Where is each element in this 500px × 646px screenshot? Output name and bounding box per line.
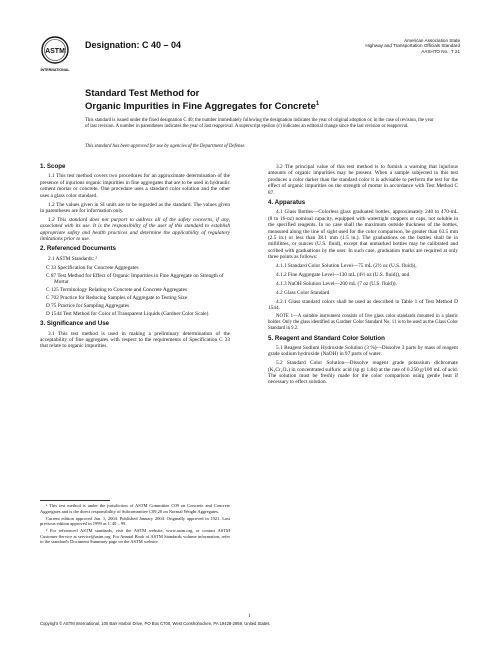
aashto-block (365, 38, 460, 54)
paragraph-1-1: 1.1 This test method covers two procedures for an approximate determination of the presence of injurious organic impurities in fine aggregates that are to be used in hydraulic cement mortar or concrete. One procedure uses a standard color solution and the other uses a glass color standard. (40, 173, 230, 199)
paragraph-4-2-1: 4.2.1 Glass standard colors shall be used as described in Table 1 of Test Method D 1544. (268, 298, 458, 312)
paragraph-2-1: 2.1 ASTM Standards: ² (48, 255, 97, 262)
left-column (40, 164, 230, 352)
paragraph-4-1-1: 4.1.1 Standard Color Solution Level—75 mL (2½ oz (U.S. fluid)), (276, 263, 417, 270)
reference-item: D 1544 Test Method for Color of Transparent Liquids (Gardner Color Scale) (46, 310, 209, 317)
paragraph-4-1-3: 4.1.3 NaOH Solution Level—200 mL (7 oz (U.S. fluid)). (276, 281, 397, 287)
note-1: NOTE 1—A suitable instrument consists of five glass color standards mounted in a plastic holder. Only the glass identified as Gardner Color Standard No. 11 is to be used as the Glass Color Standard in 9.2. (268, 314, 458, 331)
assoc-line-2: Highway and Transportation Officials Standard (365, 43, 460, 49)
paragraph-4-1-2: 4.1.2 Fine Aggregate Level—130 mL (4½ oz (U.S. fluid)), and (276, 272, 410, 279)
section-heading-significance: 3. Significance and Use (40, 320, 110, 328)
reference-item: C 87 Test Method for Effect of Organic Impurities in Fine Aggregate on Strength of Mortar (46, 272, 224, 286)
title-line-1: Standard Test Method for (85, 88, 200, 99)
copyright-line: Copyright © ASTM International, 100 Barr Harbor Drive, PO Box C700, West Conshohocken, PA 19428-2959, United States. (40, 621, 271, 626)
right-column (268, 164, 458, 388)
footnote: Current edition approved Jan. 1, 2004. Published January 2004. Originally approved in 1921. Last previous edition approved in 1999 as C 40 – 99. (40, 515, 230, 526)
page-number: 1 (248, 614, 251, 619)
paragraph-5-2: 5.2 Standard Color Solution—Dissolve reagent grade potassium dichromate (K₂Cr₂O₇) in concentrated sulfuric acid (sp gr 1.84) at the rate of 0.250 g/100 mL of acid. The solution must be freshly made for the color comparison using gentle heat if necessary to effect solution. (268, 360, 458, 386)
title-line-2-wrap (85, 99, 445, 112)
section-heading-referenced-documents: 2. Referenced Documents (40, 245, 116, 253)
section-heading-apparatus: 4. Apparatus (268, 199, 306, 207)
reference-item: C 702 Practice for Reducing Samples of Aggregate to Testing Size (46, 294, 188, 301)
paragraph-3-1: 3.1 This test method is used in making a preliminary determination of the acceptability of fine aggregates with respect to the requirements of Specification C 33 that relate to organic impurities. (40, 330, 230, 350)
paragraph-4-2: 4.2 Glass Color Standard (276, 289, 330, 296)
paragraph-4-1: 4.1 Glass Bottles—Colorless glass graduated bottles, approximately 240 to 470-mL (8 to 16-oz) nominal capacity, equipped with watertight stoppers or caps, not soluble in the specified reagents. In no case shall the maximum outside thickness of the bottles, measured along the line of sight used for the color comparison, be greater than 63.5 mm (2.5 in.) or less than 38.1 mm (1.5 in.). The graduations on the bottles shall be in millilitres, or ounces (U.S. fluid), except that unmarked bottles may be calibrated and scribed with graduations by the user. In such case, graduation marks are required at only three points as follows: (268, 209, 458, 261)
title-footnote-marker: 1 (315, 101, 320, 107)
assoc-line-1: American Association State (404, 38, 460, 43)
paragraph-1-2: 1.2 The values given in SI units are to be regarded as the standard. The values given in parentheses are for information only. (40, 201, 230, 214)
reference-item: C 125 Terminology Relating to Concrete and Concrete Aggregates (46, 287, 188, 293)
reference-item: C 33 Specification for Concrete Aggregates (46, 264, 139, 271)
logo-caption: INTERNATIONAL (40, 68, 70, 72)
assoc-line-3: AASHTO No.: T 21 (421, 48, 460, 54)
paragraph-5-1: 5.1 Reagent Sodium Hydroxide Solution (3 %)—Dissolve 3 parts by mass of reagent grade sodium hydroxide (NaOH) in 97 parts of water. (268, 344, 458, 358)
paragraph-3-2: 3.2 The principal value of this test method is to furnish a warning that injurious amounts of organic impurities may be present. When a sample subjected to this test produces a color darker than the standard color it is advisable to perform the test for the effect of organic impurities on the strength of mortar in accordance with Test Method C 87. (268, 164, 458, 196)
footnote-divider (40, 500, 110, 501)
dod-approval: This standard has been approved for use by agencies of the Department of Defense. (85, 144, 246, 149)
title-line-2: Organic Impurities in Fine Aggregates for Concrete (85, 101, 316, 113)
reference-item: D 75 Practice for Sampling Aggregates (46, 302, 130, 309)
footnote: ² For referenced ASTM standards, visit the ASTM website, www.astm.org, or contact ASTM Customer Service at service@astm.org. For Annual Book of ASTM Standards volume information, refer to the standard's Document Summary page on the ASTM website. (40, 528, 230, 544)
section-heading-reagent: 5. Reagent and Standard Color Solution (268, 334, 385, 342)
footnote: ¹ This test method is under the jurisdiction of ASTM Committee C09 on Concrete and Concrete Aggregates and is the direct responsibility of Subcommittee C09.20 on Normal Weight Aggregates. (40, 503, 230, 514)
svg-text:ASTM: ASTM (45, 48, 65, 55)
astm-logo-icon (40, 34, 70, 74)
document-title (85, 88, 445, 112)
designation: Designation: C 40 – 04 (85, 40, 182, 50)
issuance-notice: This standard is issued under the fixed designation C 40; the number immediately following the designation indicates the year of original adoption or, in the case of revision, the year of last revision. A number in parentheses indicates the year of last reapproval. A superscript epsilon (ε) indicates an editorial change since the last revision or reapproval. (85, 118, 434, 129)
section-heading-scope: 1. Scope (40, 163, 66, 170)
paragraph-1-3: 1.3 This standard does not purport to address all of the safety concerns, if any, associated with its use. It is the responsibility of the user of this standard to establish appropriate safety and health practices and determine the applicability of regulatory limitations prior to use. (40, 216, 230, 243)
footnotes (40, 503, 230, 546)
